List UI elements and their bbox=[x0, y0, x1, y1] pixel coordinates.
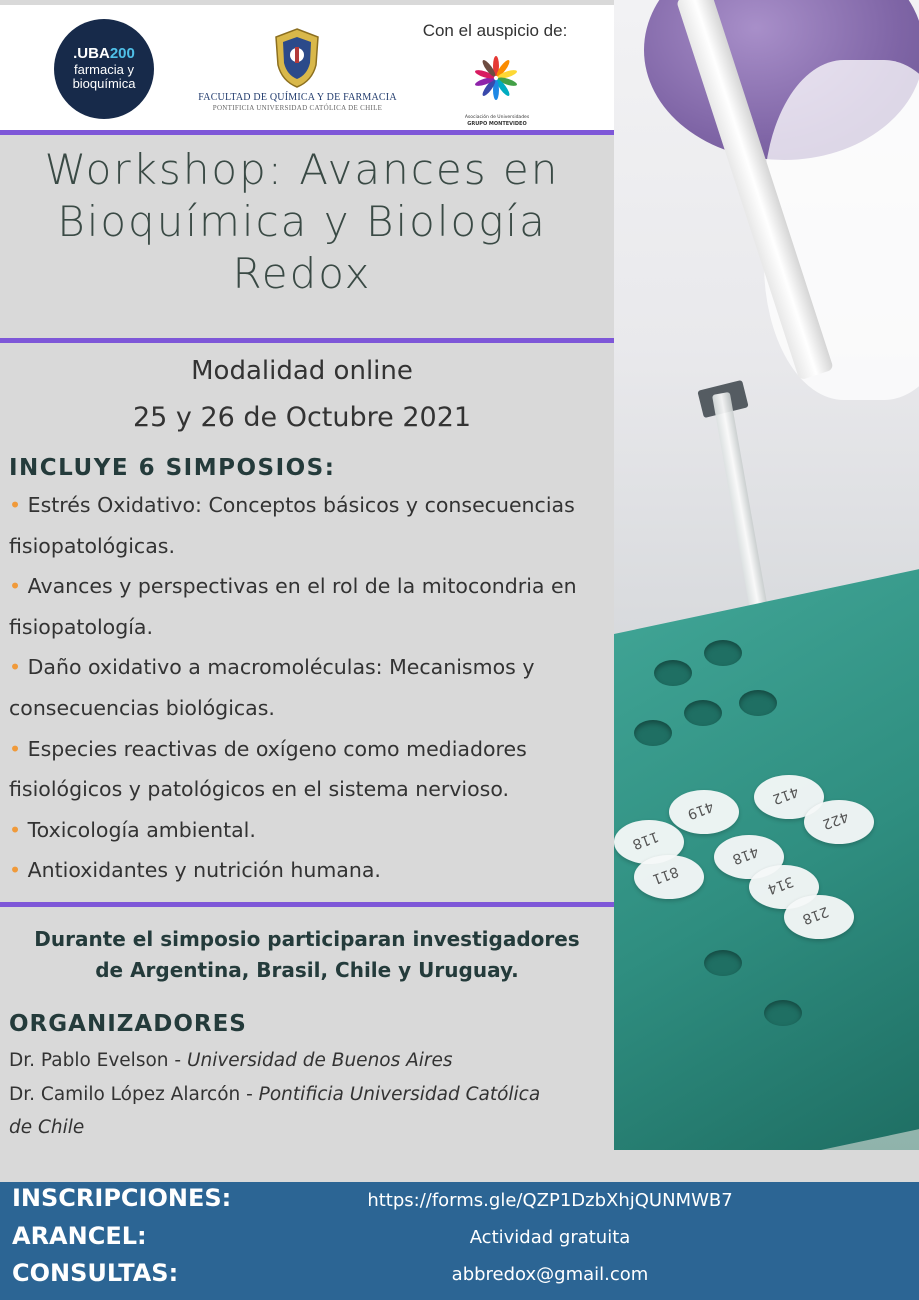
organizers-heading: ORGANIZADORES bbox=[9, 1011, 247, 1037]
participants-note bbox=[0, 924, 614, 986]
organizer-2 bbox=[9, 1078, 609, 1111]
rack-hole bbox=[739, 690, 777, 716]
symposium-text: Avances y perspectivas en el rol de la mitocondria en bbox=[27, 574, 577, 599]
tube-label: 218 bbox=[800, 902, 831, 928]
registration-label: INSCRIPCIONES: bbox=[12, 1184, 232, 1212]
symposium-item bbox=[9, 647, 609, 688]
bullet-icon: • bbox=[9, 736, 22, 761]
organizer-affiliation: Universidad de Buenos Aires bbox=[186, 1050, 453, 1071]
uba-logo-line3: bioquímica bbox=[72, 76, 136, 91]
contact-email[interactable]: abbredox@gmail.com bbox=[451, 1264, 649, 1285]
modality-text: Modalidad online bbox=[191, 356, 413, 386]
tube-label: 811 bbox=[650, 862, 681, 888]
bullet-icon: • bbox=[9, 858, 22, 883]
divider-rule bbox=[0, 338, 614, 343]
organizer-affiliation: de Chile bbox=[9, 1117, 85, 1138]
symposium-item-cont bbox=[9, 769, 609, 810]
rack-hole bbox=[704, 950, 742, 976]
symposium-item bbox=[9, 566, 609, 607]
tube-cap bbox=[804, 800, 874, 844]
symposium-text: consecuencias biológicas. bbox=[9, 695, 275, 720]
organizer-1 bbox=[9, 1044, 609, 1077]
symposium-item-cont bbox=[9, 526, 609, 567]
bullet-icon: • bbox=[9, 817, 22, 842]
symposium-item bbox=[9, 850, 609, 891]
divider-rule bbox=[0, 130, 614, 135]
organizer-name: Dr. Pablo Evelson - bbox=[9, 1050, 187, 1071]
title-line: Workshop: Avances en bbox=[44, 145, 560, 194]
symposium-item bbox=[9, 810, 609, 851]
event-dates: 25 y 26 de Octubre 2021 bbox=[132, 402, 472, 433]
rack-hole bbox=[704, 640, 742, 666]
participants-line: Durante el simposio participaran investigadores bbox=[34, 927, 580, 951]
tube-label: 314 bbox=[765, 872, 796, 898]
rack-hole bbox=[764, 1000, 802, 1026]
symposium-text: Antioxidantes y nutrición humana. bbox=[27, 858, 381, 883]
tube-label: 418 bbox=[730, 842, 761, 868]
header-logos bbox=[0, 5, 614, 130]
symposium-item-cont bbox=[9, 688, 609, 729]
bullet-icon: • bbox=[9, 493, 22, 517]
registration-link[interactable]: https://forms.gle/QZP1DzbXhjQUNMWB7 bbox=[367, 1190, 733, 1211]
fee-label: ARANCEL: bbox=[12, 1222, 147, 1250]
tube-label: 118 bbox=[630, 827, 661, 853]
uba-logo-number: 200 bbox=[109, 45, 135, 62]
symposium-text: fisiológicos y patológicos en el sistema nervioso. bbox=[9, 777, 510, 802]
sponsor-logo-name: GRUPO MONTEVIDEO bbox=[467, 121, 527, 127]
symposium-text: Estrés Oxidativo: Conceptos básicos y consecuencias bbox=[27, 493, 575, 517]
faculty-name: FACULTAD DE QUÍMICA Y DE FARMACIA bbox=[198, 92, 397, 103]
divider-rule bbox=[0, 902, 614, 907]
rack-hole bbox=[654, 660, 692, 686]
organizer-name: Dr. Camilo López Alarcón - bbox=[9, 1084, 259, 1105]
symposium-text: fisiopatológicas. bbox=[9, 533, 175, 558]
tube-cap bbox=[784, 895, 854, 939]
tube-label: 412 bbox=[770, 782, 801, 808]
sponsor-label: Con el auspicio de: bbox=[422, 21, 568, 40]
symposium-item bbox=[9, 485, 609, 526]
lab-photo bbox=[614, 0, 919, 1150]
title-line: Bioquímica y Biología bbox=[57, 197, 547, 246]
organizer-affiliation: Pontificia Universidad Católica bbox=[258, 1084, 541, 1105]
page-title bbox=[0, 144, 604, 300]
participants-line: de Argentina, Brasil, Chile y Uruguay. bbox=[95, 958, 519, 982]
organizer-2-cont bbox=[9, 1111, 609, 1144]
rack-hole bbox=[684, 700, 722, 726]
bullet-icon: • bbox=[9, 574, 22, 599]
symposia-list bbox=[9, 485, 609, 891]
symposium-text: Toxicología ambiental. bbox=[27, 817, 256, 842]
footer-info bbox=[0, 1182, 919, 1300]
symposium-text: Especies reactivas de oxígeno como mediadores bbox=[27, 736, 527, 761]
title-line: Redox bbox=[232, 249, 372, 298]
tube-cap bbox=[669, 790, 739, 834]
uba200-logo bbox=[54, 19, 154, 119]
contact-label: CONSULTAS: bbox=[12, 1259, 179, 1287]
uba-logo-prefix: .UBA bbox=[73, 45, 110, 62]
sponsor-logo-text: Asociación de Universidades bbox=[464, 115, 530, 120]
tube-label: 422 bbox=[820, 807, 851, 833]
fee-value: Actividad gratuita bbox=[469, 1227, 631, 1248]
tube-label: 419 bbox=[685, 797, 716, 823]
uba-logo-line2: farmacia y bbox=[74, 62, 134, 77]
symposium-text: Daño oxidativo a macromoléculas: Mecanismos y bbox=[27, 655, 535, 680]
symposium-item bbox=[9, 729, 609, 770]
symposium-text: fisiopatología. bbox=[9, 614, 154, 639]
university-name: PONTIFICIA UNIVERSIDAD CATÓLICA DE CHILE bbox=[212, 104, 383, 112]
bullet-icon: • bbox=[9, 655, 22, 680]
symposium-item-cont bbox=[9, 607, 609, 648]
grupo-montevideo-logo-icon bbox=[466, 53, 526, 103]
symposia-heading: INCLUYE 6 SIMPOSIOS: bbox=[9, 455, 336, 481]
rack-hole bbox=[634, 720, 672, 746]
tube-cap bbox=[634, 855, 704, 899]
university-crest-icon bbox=[272, 27, 322, 89]
